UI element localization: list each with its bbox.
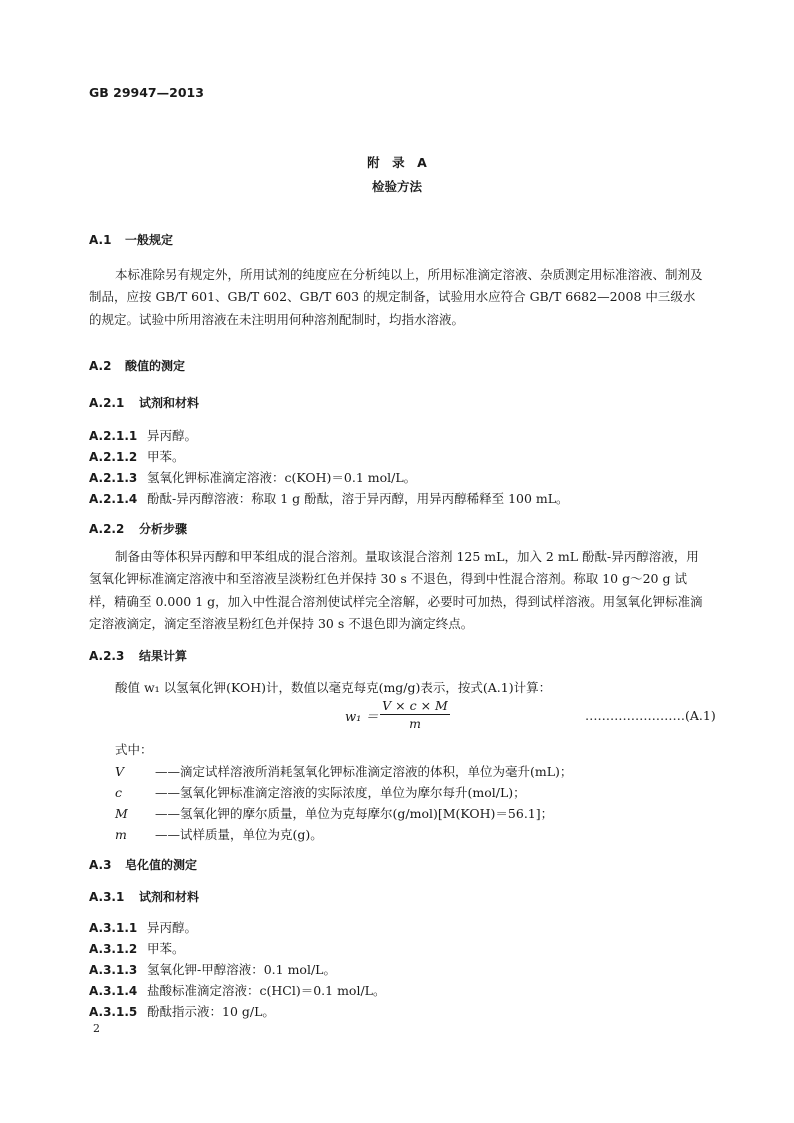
variable-definition xyxy=(115,804,553,822)
appendix-subtitle: 检验方法 xyxy=(371,179,422,194)
item-number: A.3.1.2 xyxy=(89,942,138,956)
item-number: A.2.1.2 xyxy=(89,450,138,464)
item-text: 异丙醇。 xyxy=(147,920,198,935)
section-a3-heading xyxy=(89,856,197,873)
subsection-a23-heading xyxy=(89,647,187,664)
item-number: A.2.1.4 xyxy=(89,492,138,506)
section-number: A.2 xyxy=(89,359,112,373)
formula-denominator: m xyxy=(409,716,421,731)
variable-symbol: c xyxy=(115,785,123,800)
subsection-title: 试剂和材料 xyxy=(139,890,200,904)
subsection-number: A.2.3 xyxy=(89,649,125,663)
item-text: 酚酞指示液：10 g/L。 xyxy=(147,1004,275,1019)
page-number: 2 xyxy=(93,1022,100,1035)
subsection-number: A.3.1 xyxy=(89,890,125,904)
variable-description: ——滴定试样溶液所消耗氢氧化钾标准滴定溶液的体积，单位为毫升(mL)； xyxy=(155,764,573,779)
subsection-number: A.2.2 xyxy=(89,522,125,536)
section-a1-heading xyxy=(89,231,173,248)
section-title: 一般规定 xyxy=(125,233,174,247)
variable-symbol: M xyxy=(115,806,128,821)
list-item xyxy=(89,1002,275,1020)
appendix-title: 附 录 A xyxy=(367,155,427,170)
item-text: 氢氧化钾-甲醇溶液：0.1 mol/L。 xyxy=(147,962,336,977)
standard-number: GB 29947—2013 xyxy=(89,85,204,100)
list-item xyxy=(89,981,385,999)
item-number: A.3.1.5 xyxy=(89,1005,138,1019)
item-number: A.2.1.3 xyxy=(89,471,138,485)
section-a2-heading xyxy=(89,357,185,374)
where-label: 式中： xyxy=(115,742,153,757)
variable-description: ——氢氧化钾标准滴定溶液的实际浓度，单位为摩尔每升(mol/L)； xyxy=(155,785,526,800)
item-number: A.3.1.3 xyxy=(89,963,138,977)
subsection-a31-heading xyxy=(89,888,199,905)
list-item xyxy=(89,468,416,486)
item-text: 异丙醇。 xyxy=(147,428,198,443)
variable-definition xyxy=(115,762,572,780)
subsection-title: 试剂和材料 xyxy=(139,396,200,410)
section-a1-paragraph: 本标准除另有规定外，所用试剂的纯度应在分析纯以上，所用标准滴定溶液、杂质测定用标准溶液、制剂及制品，应按 GB/T 601、GB/T 602、GB/T 603 的规定制备，试验用水应符合 GB/T 6682—2008 中三级水的规定。试验中所用溶液在未注明用何种溶剂配制时，均指水溶液。 xyxy=(89,267,703,327)
list-item xyxy=(89,489,569,507)
list-item xyxy=(89,939,185,957)
item-number: A.2.1.1 xyxy=(89,429,138,443)
subsection-number: A.2.1 xyxy=(89,396,125,410)
variable-definition xyxy=(115,783,526,801)
item-text: 甲苯。 xyxy=(147,941,185,956)
subsection-a21-heading xyxy=(89,394,199,411)
item-number: A.3.1.4 xyxy=(89,984,138,998)
item-number: A.3.1.1 xyxy=(89,921,138,935)
item-text: 甲苯。 xyxy=(147,449,185,464)
formula-fraction xyxy=(380,698,450,731)
section-number: A.1 xyxy=(89,233,112,247)
item-text: 酚酞-异丙醇溶液：称取 1 g 酚酞，溶于异丙醇，用异丙醇稀释至 100 mL。 xyxy=(147,491,569,506)
formula-lhs: w₁ ＝ xyxy=(345,710,379,725)
section-title: 皂化值的测定 xyxy=(125,858,198,872)
subsection-title: 分析步骤 xyxy=(139,522,188,536)
subsection-a22-paragraph: 制备由等体积异丙醇和甲苯组成的混合溶剂。量取该混合溶剂 125 mL，加入 2 mL 酚酞-异丙醇溶液，用氢氧化钾标准滴定溶液中和至溶液呈淡粉红色并保持 30 s 不退色，得到中性混合溶剂。称取 10 g～20 g 试样，精确至 0.000 1 g，加入中性混合溶剂使试样完全溶解，必要时可加热，得到试样溶液。用氢氧化钾标准滴定溶液滴定，滴定至溶液呈粉红色并保持 30 s 不退色即为滴定终点。 xyxy=(89,549,703,632)
variable-symbol: m xyxy=(115,827,127,842)
variable-description: ——氢氧化钾的摩尔质量，单位为克每摩尔(g/mol)[M(KOH)＝56.1]； xyxy=(155,806,554,821)
formula-intro: 酸值 w₁ 以氢氧化钾(KOH)计，数值以毫克每克(mg/g)表示，按式(A.1)计算： xyxy=(115,680,552,695)
formula-reference: ……………………(A.1) xyxy=(585,708,716,723)
variable-symbol: V xyxy=(115,764,125,779)
subsection-title: 结果计算 xyxy=(139,649,188,663)
list-item xyxy=(89,447,185,465)
formula-numerator: V × c × M xyxy=(380,698,450,715)
item-text: 盐酸标准滴定溶液：c(HCl)＝0.1 mol/L。 xyxy=(147,983,386,998)
variable-description: ——试样质量，单位为克(g)。 xyxy=(155,827,323,842)
list-item xyxy=(89,960,336,978)
list-item xyxy=(89,918,197,936)
section-title: 酸值的测定 xyxy=(125,359,186,373)
list-item xyxy=(89,426,197,444)
subsection-a22-heading xyxy=(89,520,187,537)
section-number: A.3 xyxy=(89,858,112,872)
variable-definition xyxy=(115,825,323,843)
item-text: 氢氧化钾标准滴定溶液：c(KOH)＝0.1 mol/L。 xyxy=(147,470,417,485)
